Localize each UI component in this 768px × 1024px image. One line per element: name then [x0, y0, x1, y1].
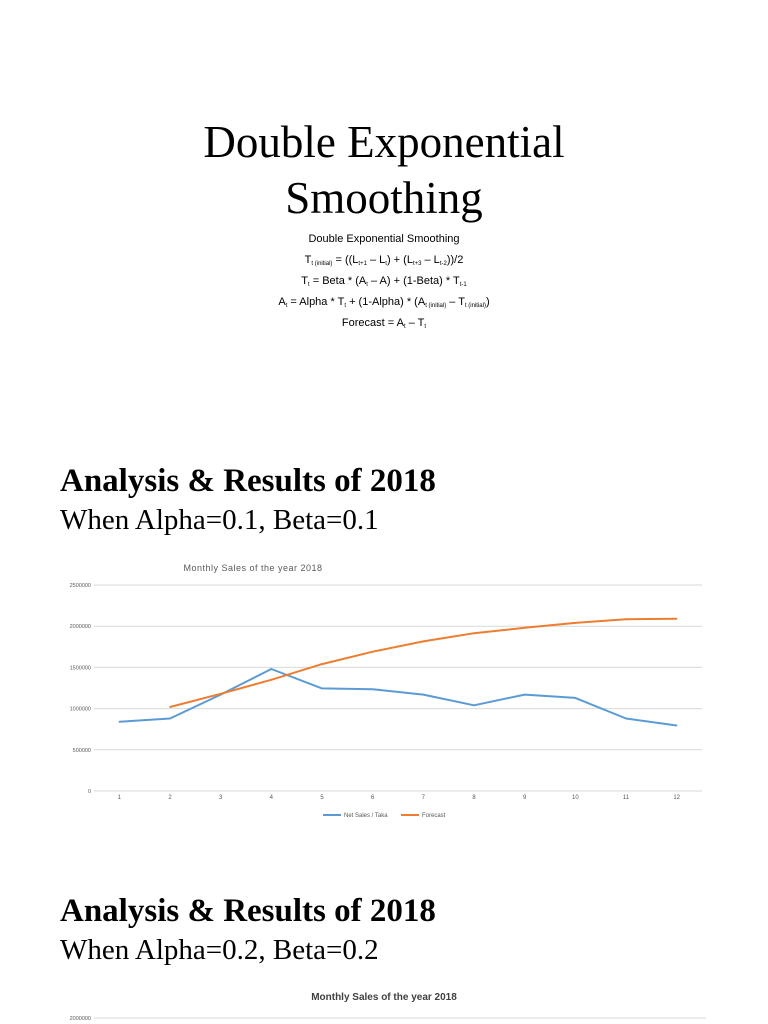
- y-tick-label: 2500000: [69, 583, 91, 589]
- formula-level: $A_t$ = Alpha * $T_t$ + (1-Alpha) * $(A_{t (initial)} - T_{t (initial)})$: [278, 296, 490, 309]
- page-title-line-2: Smoothing: [285, 173, 483, 223]
- data-point: [169, 706, 171, 708]
- x-tick-label: 9: [522, 795, 527, 801]
- legend-label: Net Sales / Taka: [344, 813, 388, 819]
- chart-1: [0, 575, 768, 830]
- y-tick-label: 1500000: [69, 665, 91, 672]
- x-tick-label: 5: [320, 795, 324, 801]
- section-1-subheading: When Alpha=0.1, Beta=0.1: [60, 504, 379, 536]
- data-point: [372, 688, 374, 690]
- chart-2-title: Monthly Sales of the year 2018: [311, 992, 457, 1003]
- data-point: [372, 651, 374, 653]
- x-tick-label: 10: [571, 795, 579, 801]
- data-point: [524, 627, 526, 629]
- data-point: [119, 721, 121, 723]
- data-point: [169, 718, 171, 720]
- series-line-1: [119, 669, 676, 726]
- data-point: [271, 679, 273, 681]
- y-tick-label: 2000000: [69, 1016, 91, 1022]
- chart-2: [0, 1006, 768, 1024]
- x-tick-label: 8: [472, 795, 476, 801]
- data-point: [473, 705, 475, 707]
- data-point: [271, 668, 273, 670]
- page-title-line-1: Double Exponential: [203, 117, 565, 167]
- x-tick-label: 1: [117, 795, 122, 801]
- formula-forecast: Forecast = $A_t - T_t$: [341, 317, 427, 330]
- y-tick-label: 1000000: [69, 706, 91, 713]
- formula-trend: $T_t$ = Beta * $(A_t - A)$ + (1-Beta) * $T_{t-1}$: [301, 275, 467, 288]
- data-point: [676, 725, 678, 727]
- formula-block: [0, 229, 768, 334]
- y-tick-label: 500000: [72, 747, 91, 754]
- y-tick-label: 0: [87, 789, 91, 795]
- chart-1-title: Monthly Sales of the year 2018: [183, 563, 323, 573]
- formula-heading: Double Exponential Smoothing: [308, 233, 460, 245]
- data-point: [321, 688, 323, 690]
- data-point: [625, 718, 627, 720]
- x-tick-label: 12: [673, 795, 681, 801]
- x-tick-label: 3: [218, 795, 223, 801]
- x-tick-label: 2: [168, 795, 172, 801]
- data-point: [423, 641, 425, 643]
- x-tick-label: 7: [421, 795, 426, 801]
- data-point: [423, 694, 425, 696]
- page-title: [0, 114, 768, 226]
- legend: [323, 813, 446, 819]
- formula-trend-initial: $T_{t (initial)} = ((L_{t+1} - L_t) + (L_{t+3} - L_{t-2}))/2$: [304, 254, 464, 267]
- data-point: [676, 618, 678, 620]
- section-2-subheading: When Alpha=0.2, Beta=0.2: [60, 934, 379, 966]
- data-point: [575, 622, 577, 624]
- section-1-heading: Analysis & Results of 2018: [60, 463, 436, 499]
- data-point: [575, 697, 577, 699]
- data-point: [625, 618, 627, 620]
- data-point: [321, 663, 323, 665]
- data-point: [473, 632, 475, 634]
- y-tick-label: 2000000: [69, 624, 91, 631]
- legend-label: Forecast: [422, 813, 446, 819]
- data-point: [524, 694, 526, 696]
- x-tick-label: 4: [269, 795, 274, 801]
- section-2-heading: Analysis & Results of 2018: [60, 893, 436, 929]
- x-tick-label: 6: [370, 795, 375, 801]
- data-point: [220, 693, 222, 695]
- x-tick-label: 11: [622, 795, 630, 801]
